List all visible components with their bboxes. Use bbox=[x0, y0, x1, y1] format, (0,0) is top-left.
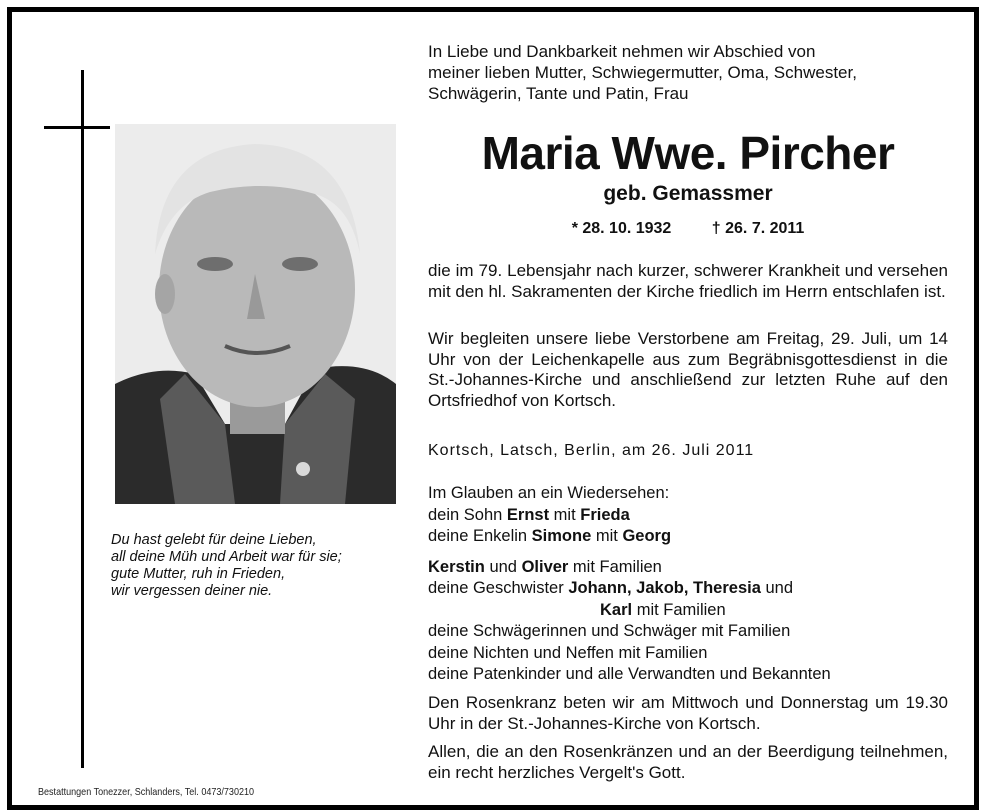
intro-line: Schwägerin, Tante und Patin, Frau bbox=[428, 84, 689, 103]
mourners-intro: Im Glauben an ein Wiedersehen: bbox=[428, 484, 670, 502]
mourner-line-son: dein Sohn Ernst mit Frieda bbox=[428, 505, 630, 524]
thanks-paragraph: Allen, die an den Rosenkränzen und an der Beerdigung teilnehmen, ein recht herzliches Vergelt's Gott. bbox=[428, 742, 948, 782]
mourners-list bbox=[428, 483, 948, 686]
poem-line: all deine Müh und Arbeit war für sie; bbox=[111, 549, 342, 565]
deceased-name: Maria Wwe. Pircher bbox=[481, 127, 895, 179]
mourner-line-siblings-2: Karl mit Familien bbox=[600, 600, 726, 619]
memorial-poem bbox=[111, 532, 411, 600]
cross-icon-horizontal-beam bbox=[44, 126, 110, 129]
place-and-date: Kortsch, Latsch, Berlin, am 26. Juli 2011 bbox=[428, 442, 755, 459]
mourner-line-grandchild: deine Enkelin Simone mit Georg bbox=[428, 527, 672, 545]
poem-line: Du hast gelebt für deine Lieben, bbox=[111, 532, 317, 548]
intro-line: meiner lieben Mutter, Schwiegermutter, Oma, Schwester, bbox=[428, 63, 857, 82]
death-notice-paragraph: die im 79. Lebensjahr nach kurzer, schwerer Krankheit und versehen mit den hl. Sakramenten der Kirche friedlich im Herrn entschlafen ist. bbox=[428, 261, 948, 301]
birth-date: * 28. 10. 1932 bbox=[571, 220, 672, 237]
funeral-home-credit: Bestattungen Tonezzer, Schlanders, Tel. 0473/730210 bbox=[38, 786, 255, 798]
poem-line: wir vergessen deiner nie. bbox=[111, 583, 273, 599]
mourner-line-godchildren: deine Patenkinder und alle Verwandten und Bekannten bbox=[428, 665, 831, 683]
life-dates bbox=[428, 220, 948, 238]
birth-name: geb. Gemassmer bbox=[603, 182, 773, 205]
mourner-line-inlaws: deine Schwägerinnen und Schwäger mit Familien bbox=[428, 622, 791, 640]
death-date: † 26. 7. 2011 bbox=[711, 220, 805, 237]
intro-line: In Liebe und Dankbarkeit nehmen wir Abschied von bbox=[428, 42, 816, 61]
mourner-line-grandchildren-2: Kerstin und Oliver mit Familien bbox=[428, 557, 662, 576]
intro-text bbox=[428, 41, 948, 104]
portrait-photo bbox=[115, 124, 396, 504]
mourner-line-siblings: deine Geschwister Johann, Jakob, Theresia und bbox=[428, 579, 794, 597]
mourner-line-nieces: deine Nichten und Neffen mit Familien bbox=[428, 643, 708, 662]
cross-icon-vertical-beam bbox=[81, 70, 84, 768]
funeral-details-paragraph: Wir begleiten unsere liebe Verstorbene am Freitag, 29. Juli, um 14 Uhr von der Leichenkapelle aus zum Begräbnisgottesdienst in die St.-Johannes-Kirche und anschließend zur letzten Ruhe auf den Ortsfriedhof von Kortsch. bbox=[428, 329, 948, 410]
rosary-paragraph: Den Rosenkranz beten wir am Mittwoch und Donnerstag um 19.30 Uhr in der St.-Johannes-Kirche von Kortsch. bbox=[428, 693, 948, 733]
poem-line: gute Mutter, ruh in Frieden, bbox=[111, 566, 286, 582]
obituary-frame bbox=[7, 7, 979, 810]
